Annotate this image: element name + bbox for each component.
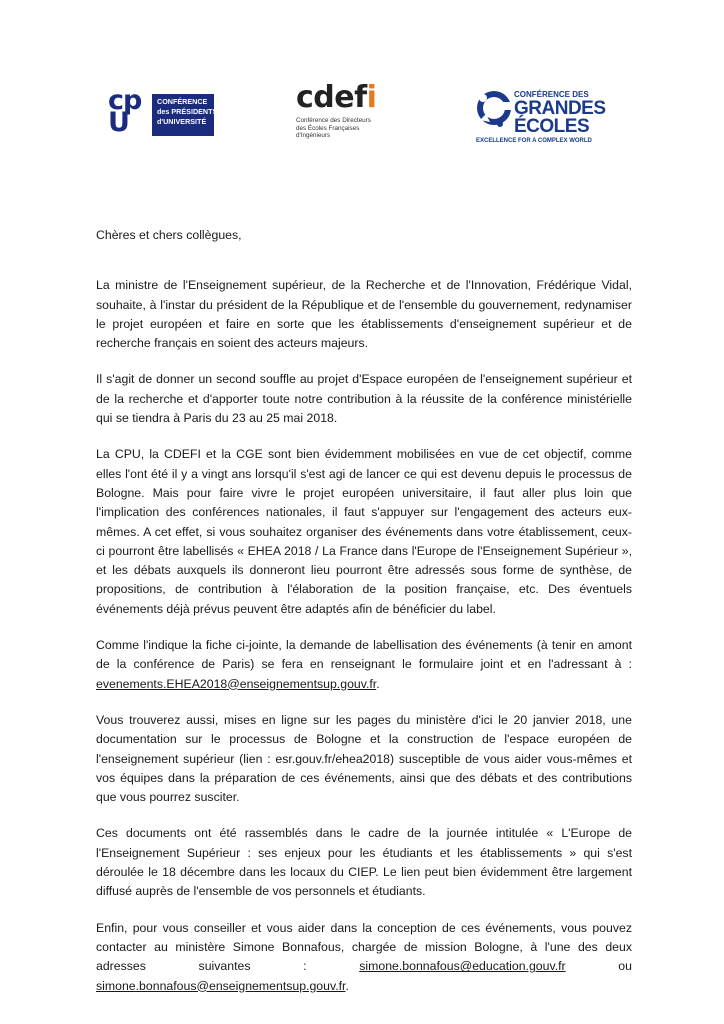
cdefi-line-1: Conférence des Directeurs: [296, 117, 371, 124]
cpu-logo: [108, 85, 218, 140]
cdefi-subtitle: [296, 117, 416, 140]
paragraph-7: [96, 919, 632, 996]
paragraph-2: Il s'agit de donner un second souffle au projet d'Espace européen de l'enseignement supérieur et de la recherche et d'apporter toute notre contribution à la réussite de la conférence ministérielle qui se tiendra à Paris du 23 au 25 mai 2018.: [96, 372, 632, 426]
paragraph-3: La CPU, la CDEFI et la CGE sont bien évidemment mobilisées en vue de cet objectif, comme elles l'ont été il y a vingt ans lorsqu'il s'est agi de lancer ce qui est devenu depuis le processus de Bologne. Mais pour faire vivre le projet européen universitaire, il faut aller plus loin que l'implication des conférences nationales, il faut s'appuyer sur l'engagement des acteurs eux-mêmes. A cet effet, si vous souhaitez organiser des événements dans votre établissement, ceux-ci pourront être labellisés « EHEA 2018 / La France dans l'Europe de l'Enseignement Supérieur », et les débats auxquels ils donneront lieu pourront être adressés sous forme de synthèse, de propositions, de contribution à l'élaboration de la position française, etc. Des éventuels événements déjà prévus peuvent être adaptés afin de bénéficier du label.: [96, 447, 632, 616]
ehea-email-link[interactable]: evenements.EHEA2018@enseignementsup.gouv.fr: [96, 676, 377, 691]
paragraph-4-end: .: [376, 676, 380, 691]
paragraph-5: Vous trouverez aussi, mises en ligne sur les pages du ministère d'ici le 20 janvier 2018, une documentation sur le processus de Bologne et la construction de l'espace européen de l'enseignement supérieur (lien : esr.gouv.fr/ehea2018) susceptible de vous aider vous-mêmes et vos équipes dans la préparation de ces événements, ainsi que des débats et des contributions que vous pourrez susciter.: [96, 712, 632, 805]
cdefi-word-main: cdef: [296, 80, 367, 115]
paragraph-4: [96, 636, 632, 694]
paragraph-7-end: .: [345, 978, 349, 993]
education-email-link[interactable]: simone.bonnafous@education.gouv.fr: [359, 959, 566, 974]
header-logos: [0, 82, 724, 172]
paragraph-6: Ces documents ont été rassemblés dans le cadre de la journée intitulée « L'Europe de l'Enseignement Supérieur : ses enjeux pour les étudiants et les établissements » qui s'est déroulée le 18 décembre dans les locaux du CIEP. Le lien peut bien évidemment être largement diffusé auprès de l'ensemble de vos personnels et étudiants.: [96, 826, 632, 899]
cge-logo: [474, 88, 624, 154]
paragraph-1: La ministre de l'Enseignement supérieur, de la Recherche et de l'Innovation, Frédérique Vidal, souhaite, à l'instar du président de la République et de l'ensemble du gouvernement, redynamiser le projet européen et faire en sorte que les établissements d'enseignement supérieur et de recherche français en soient des acteurs majeurs.: [96, 278, 632, 351]
cge-line-1: CONFÉRENCE DES: [514, 90, 589, 99]
cge-emblem-icon: [474, 88, 514, 132]
letter-body: [96, 226, 632, 1013]
cpu-line-3: d'UNIVERSITÉ: [157, 117, 207, 126]
cdefi-line-2: des Écoles Françaises: [296, 124, 360, 132]
paragraph-7-text: Enfin, pour vous conseiller et vous aider dans la conception de ces événements, vous pouvez contacter au ministère Simone Bonnafous, chargée de mission Bologne, à l'une des deux adresses suivantes :: [96, 920, 632, 974]
cdefi-line-3: d'Ingénieurs: [296, 132, 331, 139]
cpu-logo-box: [152, 94, 218, 136]
cpu-letters-bottom: U: [108, 107, 129, 138]
cdefi-word-accent: i: [366, 80, 377, 115]
cdefi-wordmark: [296, 82, 416, 114]
cge-text: [514, 90, 606, 136]
paragraph-7-or: ou: [618, 959, 632, 974]
paragraph-4-text: Comme l'indique la fiche ci-jointe, la demande de labellisation des événements (à tenir en amont de la conférence de Paris) se fera en renseignant le formulaire joint et en l'adressant à :: [96, 638, 632, 672]
cpu-letters-top: cp: [108, 85, 142, 116]
greeting: Chères et chers collègues,: [96, 228, 242, 242]
enseignementsup-email-link[interactable]: simone.bonnafous@enseignementsup.gouv.fr: [96, 978, 346, 993]
cge-line-3: ÉCOLES: [514, 116, 590, 137]
cpu-line-2: des PRÉSIDENTS: [157, 107, 218, 116]
cge-tagline: EXCELLENCE FOR A COMPLEX WORLD: [476, 138, 592, 144]
cpu-line-1: CONFÉRENCE: [157, 97, 208, 106]
cdefi-logo: [296, 82, 416, 162]
cpu-logo-letters: [108, 85, 150, 140]
cge-line-2: GRANDES: [514, 98, 606, 119]
